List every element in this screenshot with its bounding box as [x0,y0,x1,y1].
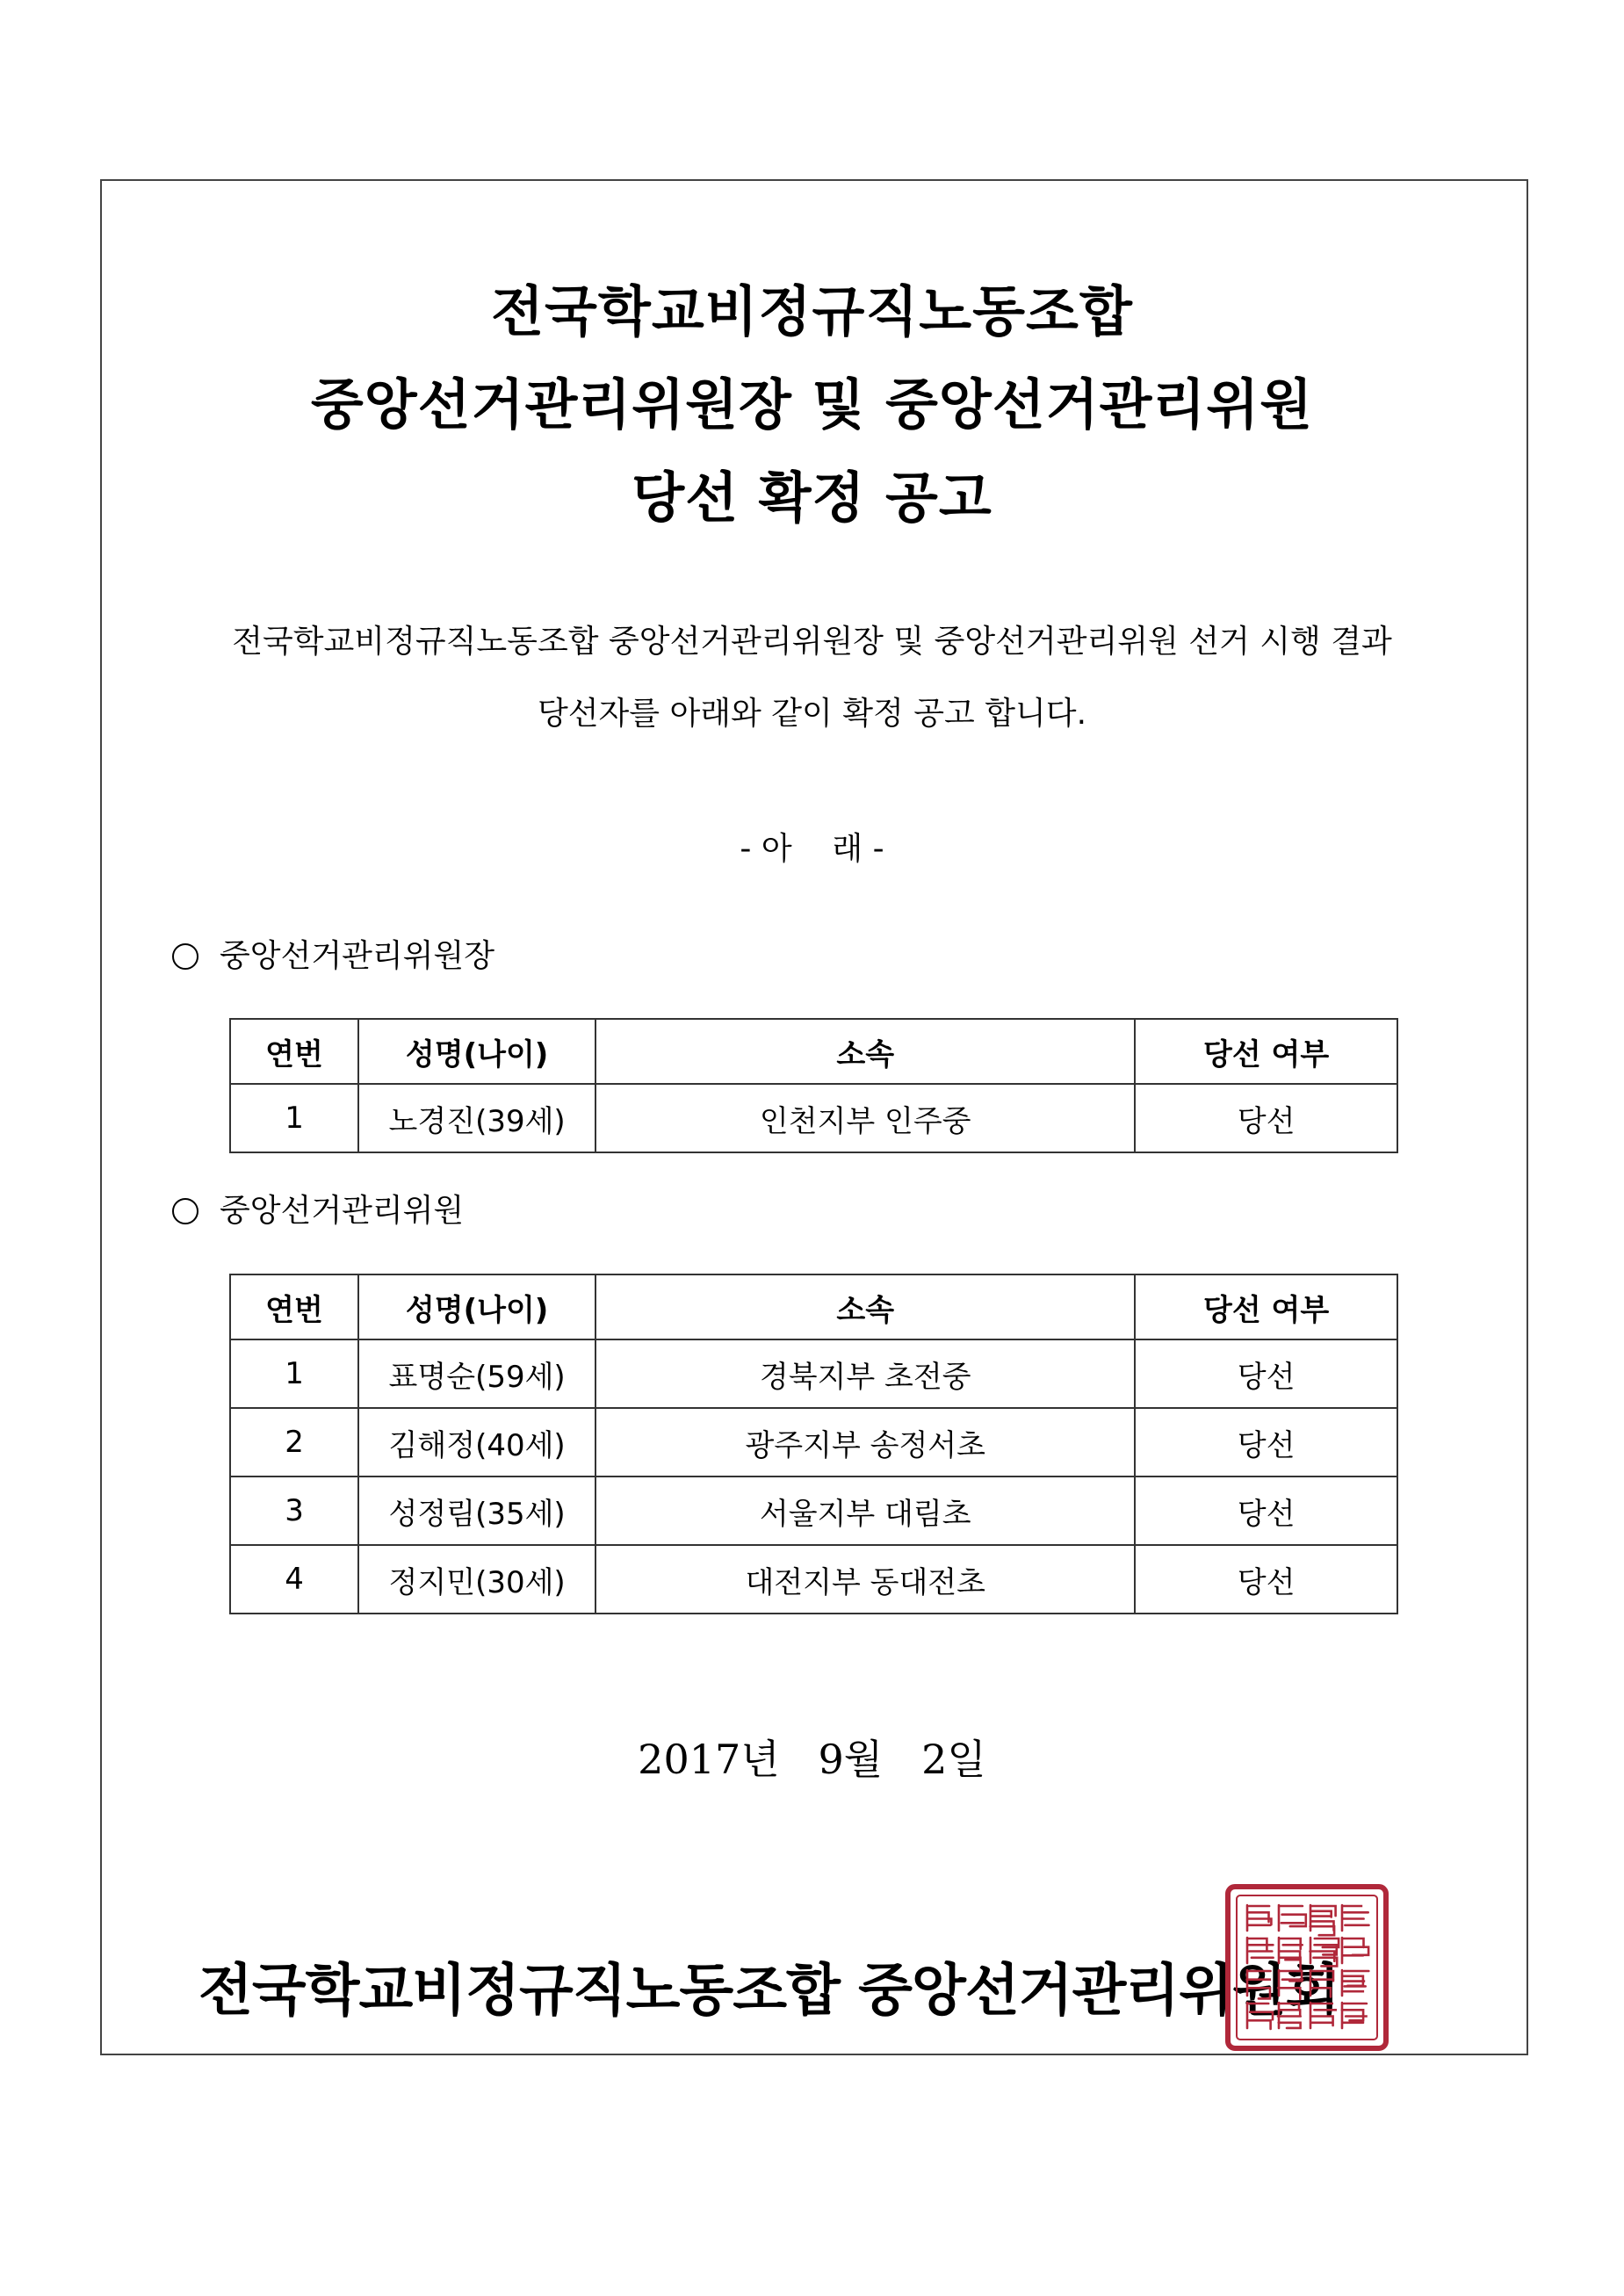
seal-glyph [1278,1970,1303,1999]
seal-glyph [1342,1938,1368,1963]
seal-glyph [1247,2003,1273,2029]
header-no: 연번 [230,1019,358,1084]
announcement-date: 2017년 9월 2일 [638,1736,986,1783]
section-heading-label: 중앙선거관리위원 [220,1193,465,1229]
cell-no: 3 [230,1477,358,1545]
cell-name: 정지민(30세) [358,1545,595,1614]
table-row [230,1339,1397,1408]
cell-no: 4 [230,1545,358,1614]
seal-glyph [1310,1905,1336,1935]
official-seal-stamp [1223,1881,1391,2054]
seal-glyph [1279,1905,1306,1931]
member-result-table [229,1274,1398,1614]
header-no: 연번 [230,1274,358,1339]
table-row [230,1545,1397,1614]
cell-result: 당선 [1135,1339,1397,1408]
header-name: 성명(나이) [358,1274,595,1339]
seal-glyph [1310,1970,1333,1996]
header-affiliation: 소속 [595,1019,1135,1084]
intro-line-2: 당선자를 아래와 같이 확정 공고 합니다. [537,696,1087,732]
cell-name: 노경진(39세) [358,1084,595,1152]
cell-no: 2 [230,1408,358,1477]
chair-result-table [229,1018,1398,1153]
table-header-row [230,1019,1397,1084]
section-heading-members [172,1195,464,1227]
table-row [230,1084,1397,1152]
seal-glyph [1278,2003,1301,2028]
header-result: 당선 여부 [1135,1019,1397,1084]
cell-result: 당선 [1135,1477,1397,1545]
section-marker: - 아 래 - [740,831,884,867]
header-affiliation: 소속 [595,1274,1135,1339]
cell-result: 당선 [1135,1084,1397,1152]
cell-affiliation: 대전지부 동대전초 [595,1545,1135,1614]
seal-glyph [1342,1970,1368,1996]
seal-glyph [1310,1938,1339,1966]
seal-glyph [1247,1938,1274,1963]
circle-bullet-icon [172,943,198,970]
issuing-organization: 전국학교비정규직노동조합 중앙선거관리위원회 [198,1959,1339,2024]
table-header-row [230,1274,1397,1339]
cell-name: 표명순(59세) [358,1339,595,1408]
cell-no: 1 [230,1084,358,1152]
seal-glyph [1342,1905,1369,1931]
cell-no: 1 [230,1339,358,1408]
seal-glyph [1310,2003,1337,2028]
intro-line-1: 전국학교비정규직노동조합 중앙선거관리위원장 및 중앙선거관리위원 선거 시행 결과 [232,624,1392,660]
title-line-2: 중앙선거관리위원장 및 중앙선거관리위원 [310,372,1314,437]
section-heading-chair [172,938,494,974]
cell-result: 당선 [1135,1545,1397,1614]
title-line-1: 전국학교비정규직노동조합 [491,279,1133,343]
cell-affiliation: 인천지부 인주중 [595,1084,1135,1152]
header-result: 당선 여부 [1135,1274,1397,1339]
cell-affiliation: 경북지부 초전중 [595,1339,1135,1408]
header-name: 성명(나이) [358,1019,595,1084]
cell-affiliation: 서울지부 대림초 [595,1477,1135,1545]
seal-glyph [1279,1938,1303,1969]
seal-glyph [1247,1970,1272,1998]
cell-result: 당선 [1135,1408,1397,1477]
section-heading-label: 중앙선거관리위원장 [220,938,494,974]
table-row [230,1477,1397,1545]
cell-name: 김해정(40세) [358,1408,595,1477]
circle-bullet-icon [172,1198,198,1224]
title-line-3: 당선 확정 공고 [632,466,992,530]
table-row [230,1408,1397,1477]
cell-name: 성정림(35세) [358,1477,595,1545]
seal-glyph [1247,1905,1271,1931]
seal-glyph [1342,2003,1368,2028]
cell-affiliation: 광주지부 송정서초 [595,1408,1135,1477]
